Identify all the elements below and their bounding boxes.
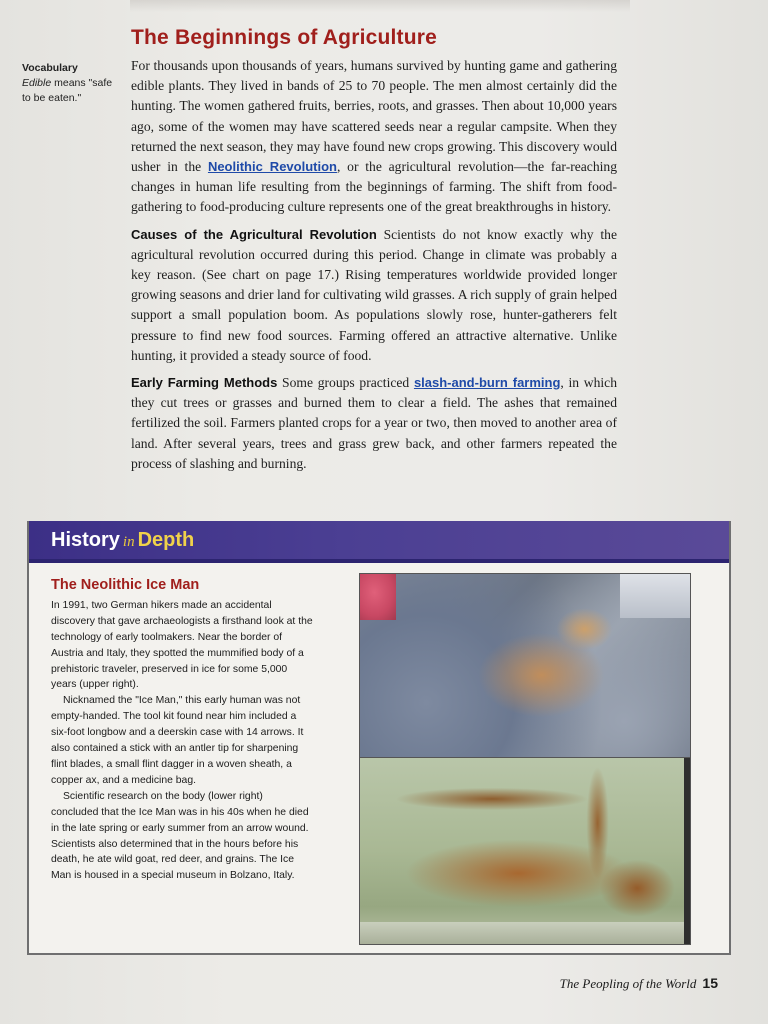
causes-text: Scientists do not know exactly why the agricultural revolution occurred during this period. Change in climate was probably a key reason. (See chart on page 17.) Rising temperatures worldwide provided longer growing seasons and drier land for cultivating wild grasses. A rich supply of grain helped support a small population boom. As populations slowly rose, hunter-gatherers felt pressure to find new food sources. Farming offered an attractive alternative. Unlike hunting, it provided a steady source of food. [131,226,617,363]
page-footer [560,975,718,992]
ice-man-museum-photo [359,757,691,945]
banner-word-in: in [122,534,135,550]
feature-title: The Neolithic Ice Man [51,577,200,593]
banner-word-history: History [51,529,120,551]
vocabulary-term: Edible [22,77,52,89]
methods-text-a: Some groups practiced [277,375,414,391]
section-title: The Beginnings of Agriculture [131,26,438,49]
vocabulary-note [22,61,118,106]
photo-pink-object [360,574,396,620]
photo-display-plinth [360,922,690,944]
causes-subheading: Causes of the Agricultural Revolution [131,226,377,242]
methods-text-b: , in which they cut trees or grasses and burned them to clear a field. The ashes that remained fertilized the soil. Farmers planted crops for a year or two, then moved to another area of land. After several years, trees and grass grew back, and other farmers repeated the process of slashing and burning. [131,375,618,471]
footer-unit-title: The Peopling of the World [559,976,697,991]
methods-subheading: Early Farming Methods [131,375,278,391]
feature-banner [29,521,729,563]
key-term-slash-and-burn: slash-and-burn farming [413,375,561,391]
feature-paragraph-2: Nicknamed the "Ice Man," this early human was not empty-handed. The tool kit found near him included a six-foot longbow and a deerskin case with 14 arrows. It also contained a stick with an antler tip for sharpening flint blades, a small flint dagger in a woven sheath, a copper ax, and a medicine bag. [51,695,304,786]
causes-paragraph [131,225,617,366]
intro-paragraph [131,56,617,218]
banner-stripe [29,559,729,563]
banner-word-depth: Depth [137,529,195,551]
feature-paragraph-1: In 1991, two German hikers made an accidental discovery that gave archaeologists a firsthand look at the technology of early toolmakers. Near the border of Austria and Italy, they spotted the mummified body of a prehistoric traveler, preserved in ice for some 5,000 years (upper right). [51,599,313,691]
page-number: 15 [702,975,718,991]
main-column [131,26,617,481]
feature-banner-title [51,529,194,552]
methods-paragraph [131,373,617,474]
intro-text-a: For thousands upon thousands of years, humans survived by hunting game and gathering edible plants. They lived in bands of 25 to 70 people. The men almost certainly did the hunting. The women gathered fruits, berries, roots, and grasses. Then about 10,000 years ago, some of the women may have scattered seeds near a regular campsite. When they returned the next season, they may have found new crops growing. This discovery would usher in the [131,58,617,175]
feature-paragraph-3: Scientific research on the body (lower right) concluded that the Ice Man was in his 40s when he died in the late spring or early summer from an arrow wound. Scientists also determined that in the hours before his death, he ate wild goat, red deer, and grains. The Ice Man is housed in a special museum in Bolzano, Italy. [51,790,309,882]
bleed-through-text [130,0,630,12]
ice-man-in-ice-photo [359,573,691,759]
feature-article [51,578,313,884]
history-in-depth-box [27,521,731,955]
vocabulary-definition: means "safe to be eaten." [22,77,113,104]
key-term-neolithic-revolution: Neolithic Revolution [207,159,337,175]
photo-snow-patch [620,574,690,618]
vocabulary-heading: Vocabulary [22,62,78,74]
intro-text-b: , or the agricultural revolution—the far-reaching changes in human life resulting from the beginnings of farming. The shift from food-gathering to food-producing culture represents one of the great breakthroughs in history. [131,159,618,215]
photo-case-frame [684,758,690,944]
